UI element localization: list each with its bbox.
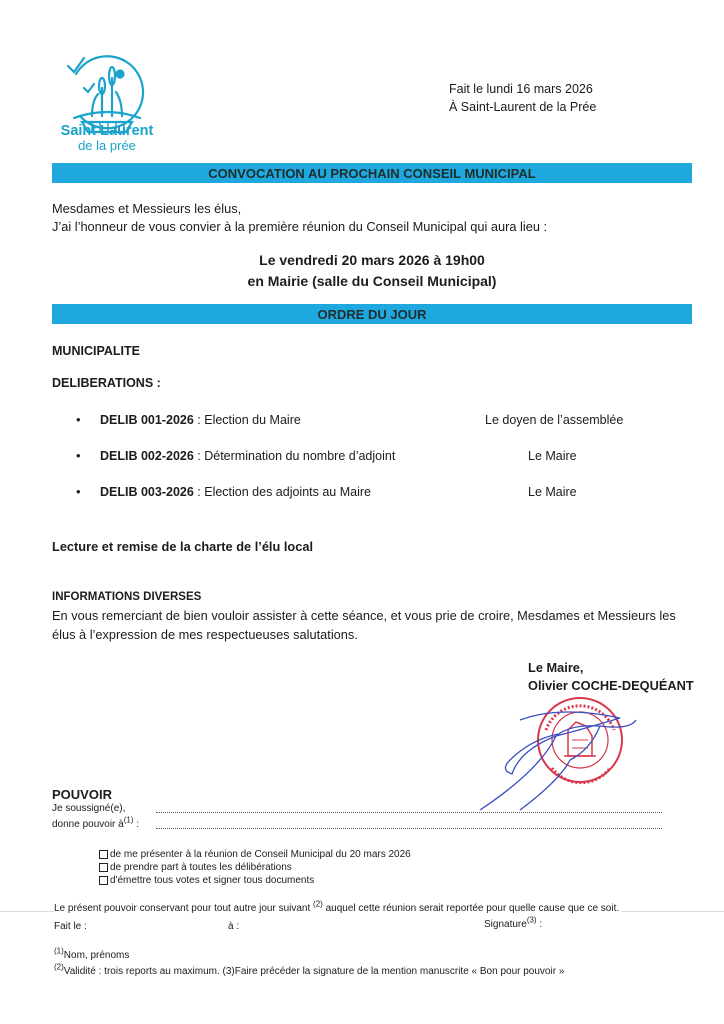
donne-pouvoir-field[interactable]: [156, 828, 662, 829]
donne-pouvoir-suffix: :: [133, 819, 140, 830]
footnote-text: Nom, prénoms: [63, 950, 130, 961]
signature-label: [484, 915, 543, 930]
agenda-item-text: [100, 485, 371, 499]
handwritten-signature: [480, 712, 636, 810]
footnote-ref: (2): [313, 899, 323, 909]
signature-text: Signature: [484, 919, 527, 930]
greeting: Mesdames et Messieurs les élus,: [52, 201, 242, 216]
bullet: •: [76, 484, 81, 499]
greeting-block: [52, 200, 547, 236]
date-place-block: [449, 80, 596, 116]
footnote-ref: (3): [526, 915, 537, 925]
footnote-ref: (1): [123, 815, 134, 825]
option-label: de me présenter à la réunion de Conseil Municipal du 20 mars 2026: [110, 849, 411, 860]
footnote-number: (1): [54, 946, 64, 956]
fait-le-label: Fait le :: [54, 921, 87, 932]
footnote-text: Validité : trois reports au maximum. (3)Faire précéder la signature de la mention manuscrite « Bon pour pouvoir »: [63, 966, 565, 977]
footnote-number: (2): [54, 962, 64, 972]
signatory-name: Olivier COCHE-DEQUÉANT: [528, 678, 694, 693]
conservation-pre: Le présent pouvoir conservant pour tout autre jour suivant: [54, 903, 314, 914]
infos-diverses-title: INFORMATIONS DIVERSES: [52, 591, 202, 603]
pouvoir-options: [99, 848, 411, 887]
section-deliberations: DELIBERATIONS :: [52, 376, 161, 390]
option-row[interactable]: [99, 848, 411, 861]
footnote-2: [54, 962, 565, 977]
footnote-1: [54, 946, 130, 961]
lecture-charte: Lecture et remise de la charte de l’élu local: [52, 539, 314, 554]
option-row[interactable]: [99, 874, 411, 887]
checkbox[interactable]: [99, 863, 108, 872]
place-line: À Saint-Laurent de la Prée: [449, 100, 597, 114]
closing-text: En vous remerciant de bien vouloir assister à cette séance, et vous prie de croire, Mesdames et Messieurs les élus à l’expression de mes respectueuses salutations.: [52, 608, 676, 642]
delib-label: : Election des adjoints au Maire: [193, 485, 371, 499]
delib-ref: DELIB 003-2026: [100, 485, 194, 499]
agenda-item-text: [100, 413, 301, 427]
section-municipalite: MUNICIPALITE: [52, 344, 140, 358]
meeting-place: en Mairie (salle du Conseil Municipal): [247, 273, 497, 289]
delib-responsible: Le Maire: [528, 449, 577, 463]
intro-text: J’ai l’honneur de vous convier à la première réunion du Conseil Municipal qui aura lieu :: [52, 219, 548, 234]
pouvoir-row-soussigne: [52, 803, 672, 817]
delib-label: : Détermination du nombre d’adjoint: [193, 449, 396, 463]
date-line: Fait le lundi 16 mars 2026: [449, 82, 593, 96]
logo-name-line2: de la prée: [78, 138, 136, 153]
delib-label: : Election du Maire: [193, 413, 301, 427]
agenda-item: [76, 485, 696, 503]
soussigne-label: Je soussigné(e),: [52, 803, 126, 814]
delib-ref: DELIB 001-2026: [100, 413, 194, 427]
bullet: •: [76, 448, 81, 463]
delib-responsible: Le doyen de l’assemblée: [485, 413, 624, 427]
option-label: d'émettre tous votes et signer tous documents: [110, 875, 315, 886]
bullet: •: [76, 412, 81, 427]
a-label: à :: [228, 921, 240, 932]
pouvoir-row-donne: [52, 815, 672, 833]
delib-ref: DELIB 002-2026: [100, 449, 194, 463]
conservation-text: [54, 899, 621, 914]
agenda-item-text: [100, 449, 395, 463]
option-row[interactable]: [99, 861, 411, 874]
conservation-post: auquel cette réunion serait reportée pour quelle cause que ce soit.: [322, 903, 620, 914]
meeting-info: [52, 250, 692, 292]
stamp-and-signature: [460, 690, 660, 820]
donne-pouvoir-label: donne pouvoir à: [52, 819, 124, 830]
checkbox[interactable]: [99, 876, 108, 885]
pouvoir-title: POUVOIR: [52, 787, 112, 802]
signature-suffix: :: [536, 919, 543, 930]
logo-name-line1: Saint Laurent: [60, 123, 154, 139]
checkbox[interactable]: [99, 850, 108, 859]
official-stamp: [538, 698, 622, 783]
option-label: de prendre part à toutes les délibérations: [110, 862, 292, 873]
convocation-title: CONVOCATION AU PROCHAIN CONSEIL MUNICIPAL: [52, 163, 692, 183]
agenda-item: [76, 413, 696, 431]
soussigne-field[interactable]: [156, 812, 662, 813]
signatory-role: Le Maire,: [528, 660, 584, 675]
agenda-title: ORDRE DU JOUR: [52, 304, 692, 324]
meeting-date: Le vendredi 20 mars 2026 à 19h00: [259, 252, 485, 268]
logo-wordmark: [44, 124, 170, 153]
agenda-item: [76, 449, 696, 467]
delib-responsible: Le Maire: [528, 485, 577, 499]
